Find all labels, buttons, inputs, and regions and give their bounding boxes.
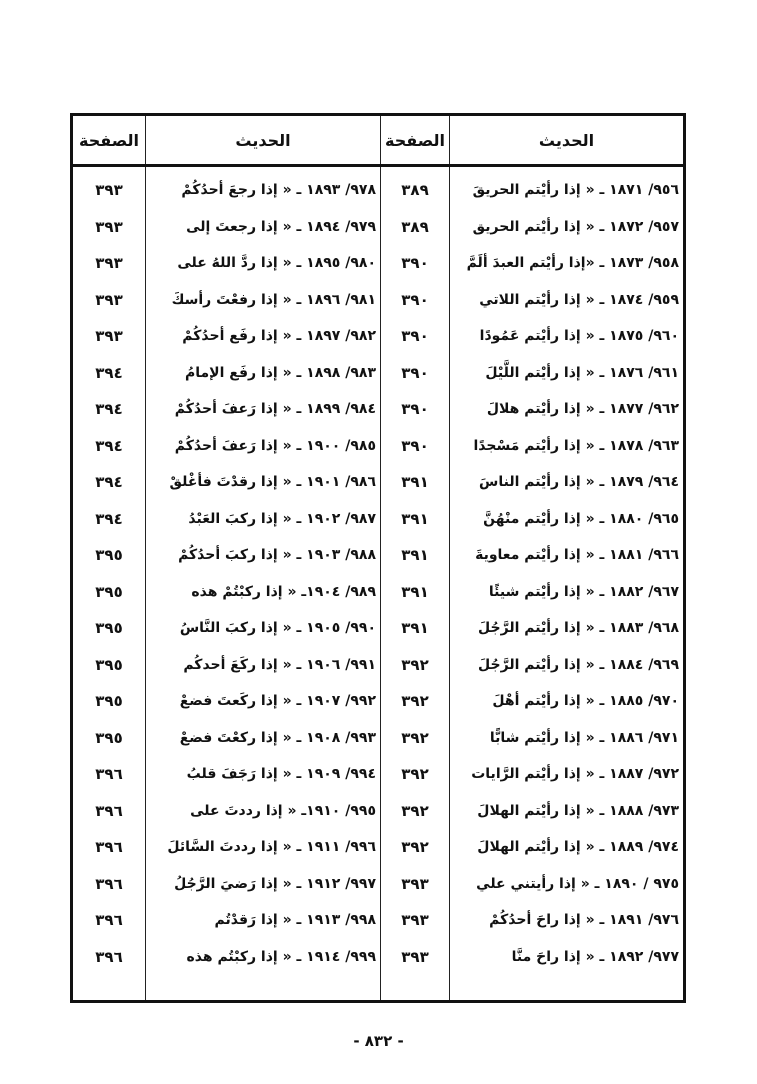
- page-ref: ٣٩٦: [95, 911, 123, 929]
- header-divider: [73, 164, 683, 167]
- hadith-entry: ٩٩٧/ ١٩١٢ ـ « إذا رَضيَ الرَّجُلُ: [174, 875, 376, 892]
- hadith-entry: ٩٥٨/ ١٨٧٣ ـ «إذا رأيْتم العبدَ ألَمَّ: [466, 255, 679, 271]
- page-ref: ٣٩٤: [95, 436, 123, 455]
- page-ref: ٣٩٣: [95, 181, 123, 199]
- page-ref: ٣٩٥: [95, 619, 123, 637]
- hadith-entry: ٩٩٩/ ١٩١٤ ـ « إذا ركبْتُم هذه: [186, 948, 376, 965]
- hadith-entry: ٩٩٠/ ١٩٠٥ ـ « إذا ركبَ النَّاسُ: [179, 620, 376, 636]
- page-ref: ٣٩٥: [95, 692, 123, 710]
- page-ref: ٣٩٥: [95, 546, 123, 564]
- page-ref: ٣٩٥: [95, 655, 123, 674]
- hadith-entry: ٩٧٣/ ١٨٨٨ ـ « إذا رأيْتم الهلالَ: [477, 802, 679, 819]
- hadith-entry: ٩٩٨/ ١٩١٣ ـ « إذا رَقدْتُم: [214, 912, 376, 928]
- page-number: - ٨٣٢ -: [353, 1032, 404, 1050]
- header-left-page: الصفحة: [78, 130, 139, 150]
- page-ref: ٣٨٩: [401, 181, 429, 199]
- page-ref: ٣٩٣: [95, 254, 123, 272]
- page-ref: ٣٩٢: [401, 728, 429, 747]
- hadith-entry: ٩٨٤/ ١٨٩٩ ـ « إذا رَعفَ أحدُكُمْ: [174, 401, 376, 417]
- hadith-entry: ٩٧٧/ ١٨٩٢ ـ « إذا راحَ منَّا: [511, 948, 679, 965]
- hadith-entry: ٩٧٥ / ١٨٩٠ ـ « إذا رأيتني علي: [476, 875, 679, 892]
- hadith-entry: ٩٧٤/ ١٨٨٩ ـ « إذا رأيْتم الهلالَ: [477, 839, 679, 855]
- hadith-entry: ٩٧٠/ ١٨٨٥ ـ « إذا رأيْتم أهْلَ: [492, 693, 679, 709]
- page-ref: ٣٩٠: [401, 400, 429, 418]
- hadith-entry: ٩٩٤/ ١٩٠٩ ـ « إذا رَجَفَ قلبُ: [186, 766, 376, 782]
- page-ref: ٣٩٤: [95, 509, 123, 528]
- hadith-entry: ٩٨٢/ ١٨٩٧ ـ « إذا رفَع أحدُكُمْ: [182, 328, 376, 344]
- page-ref: ٣٩١: [401, 473, 429, 491]
- page-ref: ٣٩٣: [95, 217, 123, 236]
- hadith-entry: ٩٥٦/ ١٨٧١ ـ « إذا رأيْتم الحريقَ: [472, 182, 679, 198]
- page-ref: ٣٩٠: [401, 363, 429, 382]
- page-ref: ٣٩١: [401, 546, 429, 564]
- page-ref: ٣٩٦: [95, 874, 123, 893]
- index-table: [70, 113, 686, 1003]
- hadith-entry: ٩٩١/ ١٩٠٦ ـ « إذا ركَعَ أحدكُم: [183, 656, 376, 673]
- page-ref: ٣٩٢: [401, 692, 429, 710]
- hadith-entry: ٩٧٦/ ١٨٩١ ـ « إذا راحَ أحدُكُمْ: [489, 912, 679, 928]
- hadith-entry: ٩٦٠/ ١٨٧٥ ـ « إذا رأيْتم عَمُودًا: [479, 328, 679, 344]
- page-ref: ٣٩٠: [401, 327, 429, 345]
- page-ref: ٣٩٣: [401, 947, 429, 966]
- hadith-entry: ٩٦٩/ ١٨٨٤ ـ « إذا رأيْتم الرَّجُلَ: [478, 656, 679, 673]
- hadith-entry: ٩٨٣/ ١٨٩٨ ـ « إذا رفَع الإمامُ: [184, 364, 376, 381]
- page-ref: ٣٩٢: [401, 801, 429, 820]
- hadith-entry: ٩٦٤/ ١٨٧٩ ـ « إذا رأيْتم الناسَ: [479, 474, 679, 490]
- hadith-entry: ٩٩٦/ ١٩١١ ـ « إذا رددتَ السَّائلَ: [167, 839, 376, 855]
- hadith-entry: ٩٧١/ ١٨٨٦ ـ « إذا رأيْتم شابًّا: [489, 729, 679, 746]
- hadith-entry: ٩٥٧/ ١٨٧٢ ـ « إذا رأيْتم الحريق: [472, 218, 679, 235]
- page-ref: ٣٩٤: [95, 363, 123, 382]
- hadith-entry: ٩٩٣/ ١٩٠٨ ـ « إذا ركعْتَ فضعْ: [179, 729, 376, 746]
- page-ref: ٣٩١: [401, 582, 429, 601]
- hadith-entry: ٩٦٦/ ١٨٨١ ـ « إذا رأيْتم معاويةَ: [475, 547, 679, 563]
- page-ref: ٣٩٢: [401, 765, 429, 783]
- hadith-entry: ٩٧٨/ ١٨٩٣ ـ « إذا رجعَ أحدُكُمْ: [181, 182, 376, 198]
- page-ref: ٣٩١: [401, 619, 429, 637]
- header-right-page: الصفحة: [384, 130, 445, 150]
- page-ref: ٣٩٦: [95, 765, 123, 783]
- page-ref: ٣٩٤: [95, 400, 123, 418]
- page-ref: ٣٩٦: [95, 838, 123, 856]
- page-ref: ٣٩٠: [401, 436, 429, 455]
- hadith-entry: ٩٦٣/ ١٨٧٨ ـ « إذا رأيْتم مَسْجدًا: [473, 437, 679, 454]
- hadith-entry: ٩٦١/ ١٨٧٦ ـ « إذا رأيْتم اللَّيْلَ: [485, 364, 679, 381]
- hadith-entry: ٩٨٥/ ١٩٠٠ ـ « إذا رَعفَ أحدُكُمْ: [174, 437, 376, 454]
- hadith-entry: ٩٨٠/ ١٨٩٥ ـ « إذا ردَّ اللهُ على: [177, 255, 376, 271]
- page-ref: ٣٩٣: [401, 874, 429, 893]
- page-ref: ٣٩٦: [95, 801, 123, 820]
- hadith-entry: ٩٦٨/ ١٨٨٣ ـ « إذا رأيْتم الرَّجُلَ: [478, 620, 679, 636]
- page-ref: ٣٩٥: [95, 582, 123, 601]
- hadith-entry: ٩٧٩/ ١٨٩٤ ـ « إذا رجعتَ إلى: [186, 218, 376, 235]
- hadith-entry: ٩٨١/ ١٨٩٦ ـ « إذا رفعْتَ رأسكَ: [171, 291, 376, 308]
- hadith-entry: ٩٦٥/ ١٨٨٠ ـ « إذا رأيْتم منْهُنَّ: [483, 510, 679, 527]
- hadith-entry: ٩٥٩/ ١٨٧٤ ـ « إذا رأيْتم اللاتي: [479, 291, 679, 308]
- page-ref: ٣٩٠: [401, 254, 429, 272]
- page-ref: ٣٩٣: [95, 290, 123, 309]
- page-ref: ٣٨٩: [401, 217, 429, 236]
- hadith-entry: ٩٨٦/ ١٩٠١ ـ « إذا رقدْتَ فأغْلقْ: [169, 474, 376, 490]
- hadith-entry: ٩٨٧/ ١٩٠٢ ـ « إذا ركبَ العَبْدُ: [188, 510, 376, 527]
- page-ref: ٣٩٢: [401, 655, 429, 674]
- hadith-entry: ٩٩٥/ ١٩١٠ـ « إذا رددتَ على: [190, 802, 376, 819]
- page-ref: ٣٩٣: [95, 327, 123, 345]
- hadith-entry: ٩٨٨/ ١٩٠٣ ـ « إذا ركبَ أحدُكُمْ: [178, 547, 376, 563]
- header-right-hadith: الحديث: [538, 130, 595, 150]
- header-left-hadith: الحديث: [235, 130, 291, 150]
- page-ref: ٣٩٣: [401, 911, 429, 929]
- hadith-entry: ٩٦٧/ ١٨٨٢ ـ « إذا رأيْتم شيئًا: [488, 583, 679, 600]
- page-ref: ٣٩١: [401, 509, 429, 528]
- page-ref: ٣٩٠: [401, 290, 429, 309]
- page-ref: ٣٩٢: [401, 838, 429, 856]
- hadith-entry: ٩٩٢/ ١٩٠٧ ـ « إذا ركَعتَ فضعْ: [179, 693, 376, 709]
- hadith-entry: ٩٦٢/ ١٨٧٧ ـ « إذا رأيْتم هلالَ: [486, 401, 679, 417]
- page-ref: ٣٩٦: [95, 947, 123, 966]
- hadith-entry: ٩٧٢/ ١٨٨٧ ـ « إذا رأيْتم الرَّايات: [471, 766, 679, 782]
- page-ref: ٣٩٤: [95, 473, 123, 491]
- hadith-entry: ٩٨٩/ ١٩٠٤ـ « إذا ركبْتُمْ هذه: [191, 583, 376, 600]
- page-ref: ٣٩٥: [95, 728, 123, 747]
